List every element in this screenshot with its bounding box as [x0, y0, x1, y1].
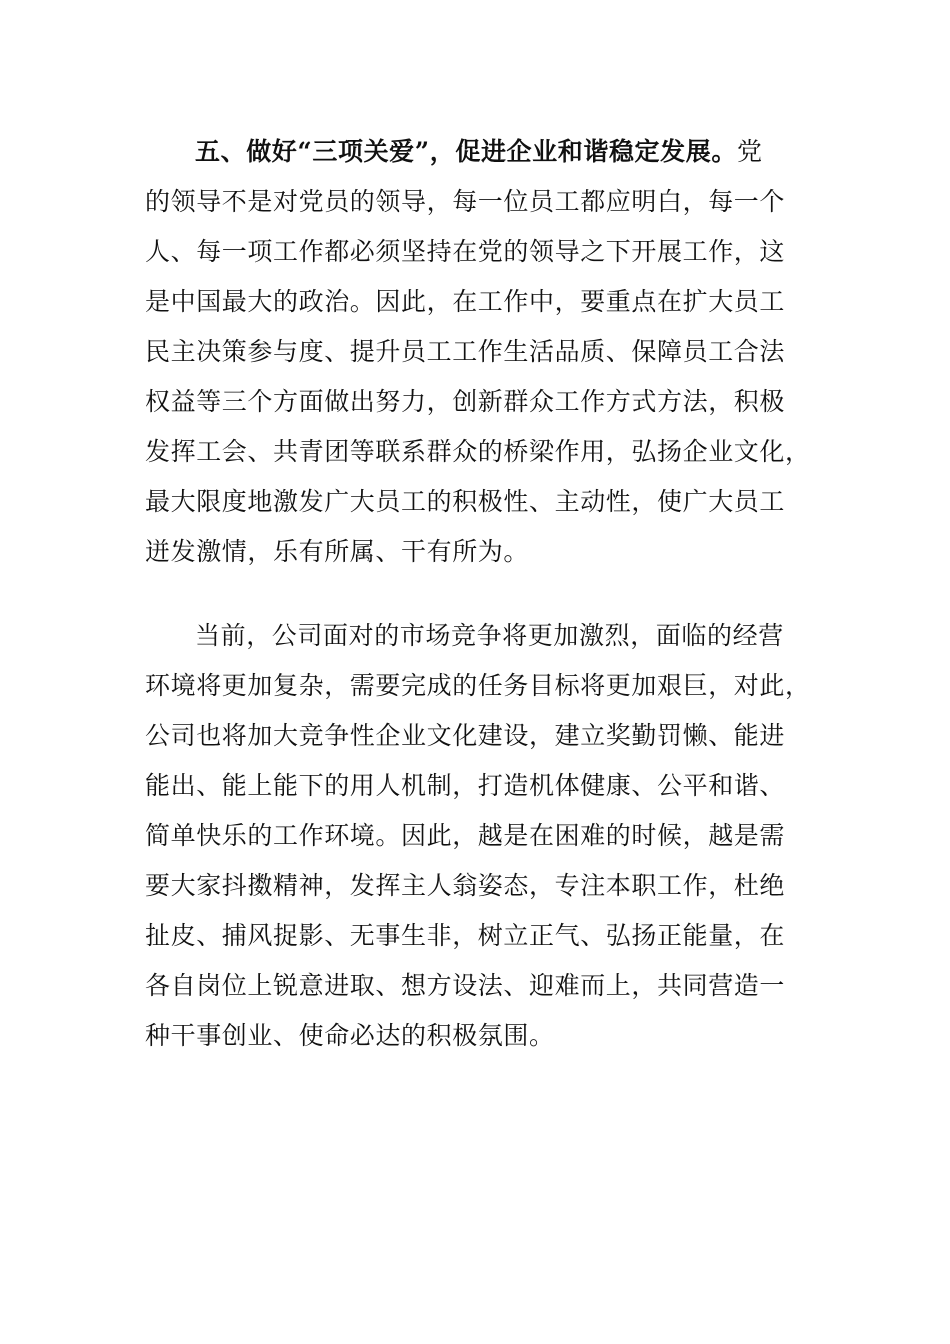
paragraph-line: 要大家抖擞精神，发挥主人翁姿态，专注本职工作，杜绝: [145, 871, 786, 900]
paragraph-line: 能出、能上能下的用人机制，打造机体健康、公平和谐、: [145, 771, 786, 800]
paragraph-line: 民主决策参与度、提升员工工作生活品质、保障员工合法: [145, 337, 786, 366]
paragraph-line: 环境将更加复杂，需要完成的任务目标将更加艰巨，对此，: [145, 671, 811, 700]
paragraph-line: 公司也将加大竞争性企业文化建设，建立奖勤罚懒、能进: [145, 721, 786, 750]
paragraph-line: 权益等三个方面做出努力，创新群众工作方式方法，积极: [145, 387, 786, 416]
paragraph-text: 党: [736, 137, 763, 166]
paragraph-line: 各自岗位上锐意进取、想方设法、迎难而上，共同营造一: [145, 971, 786, 1000]
paragraph-line: 最大限度地激发广大员工的积极性、主动性，使广大员工: [145, 487, 786, 516]
paragraph-line: 人、每一项工作都必须坚持在党的领导之下开展工作，这: [145, 237, 786, 266]
paragraph-line: 是中国最大的政治。因此，在工作中，要重点在扩大员工: [145, 287, 786, 316]
paragraph-line: [145, 127, 785, 177]
paragraph-line: 的领导不是对党员的领导，每一位员工都应明白，每一个: [145, 187, 786, 216]
paragraph-line: 扯皮、捕风捉影、无事生非，树立正气、弘扬正能量，在: [145, 921, 786, 950]
paragraph-line: 种干事创业、使命必达的积极氛围。: [145, 1021, 555, 1050]
paragraph-line: 简单快乐的工作环境。因此，越是在困难的时候，越是需: [145, 821, 786, 850]
paragraph-five-three-cares: [145, 127, 811, 577]
paragraph-current-situation: [145, 611, 811, 1061]
paragraph-line: 迸发激情，乐有所属、干有所为。: [145, 537, 530, 566]
paragraph-line: 当前，公司面对的市场竞争将更加激烈，面临的经营: [195, 621, 784, 650]
paragraph-line: 发挥工会、共青团等联系群众的桥梁作用，弘扬企业文化，: [145, 437, 811, 466]
section-heading: 五、做好“三项关爱”，促进企业和谐稳定发展。: [195, 137, 737, 166]
